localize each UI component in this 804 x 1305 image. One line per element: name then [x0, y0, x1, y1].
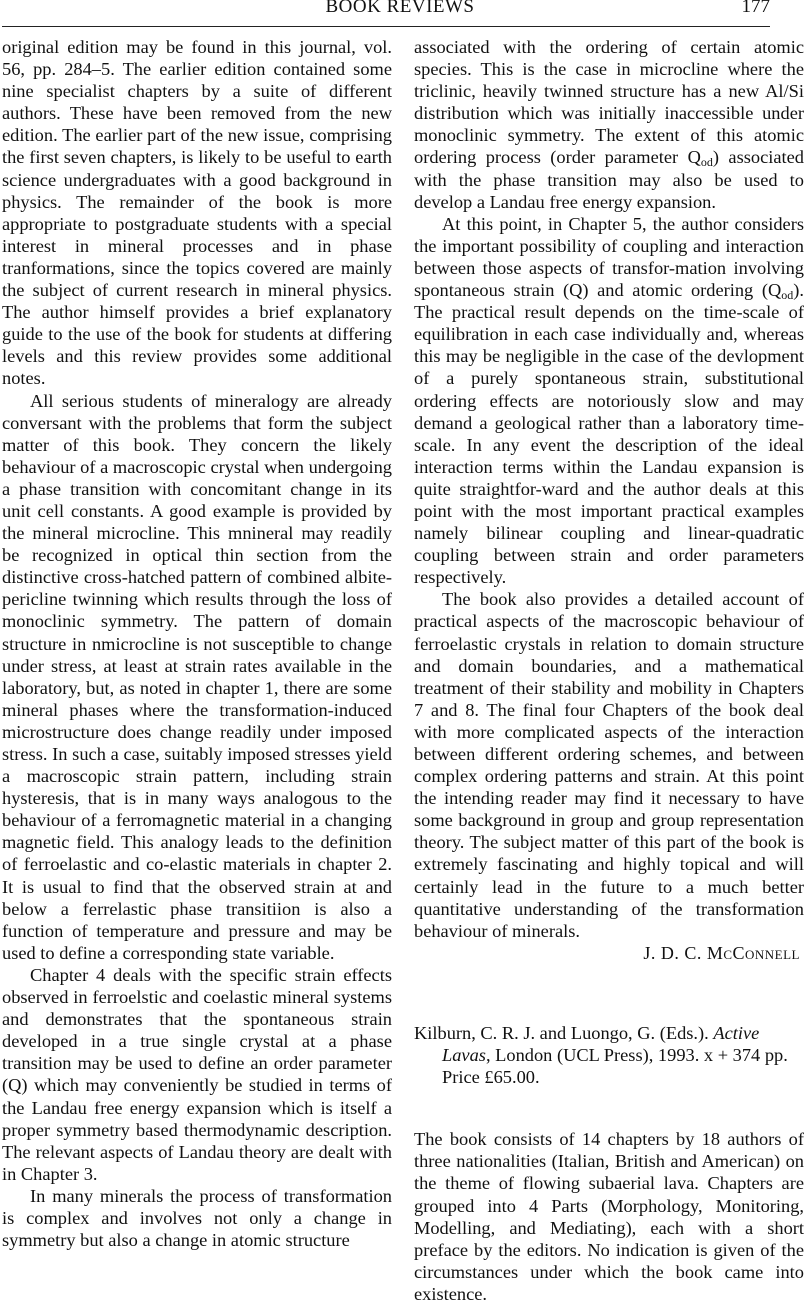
paragraph-text: associated with the ordering of certain atomic species. This is the case in microcline where the triclinic, heavily twinned structure has a new Al/Si distribution which was initially inaccessible under monoclinic symmetry. The extent of this atomic ordering process (order parameter Q	[414, 37, 804, 168]
right-column	[414, 36, 804, 1305]
review-citation	[414, 1022, 804, 1088]
citation-title: Active Lavas	[442, 1022, 760, 1066]
subscript: od	[781, 288, 794, 303]
paragraph	[414, 213, 804, 589]
paragraph	[414, 36, 804, 213]
paragraph: The book consists of 14 chapters by 18 authors of three nationalities (Italian, British and American) on the theme of flowing subaerial lava. Chapters are grouped into 4 Parts (Morphology, Monitoring, Modelling, and Mediating), each with a short preface by the editors. No indication is given of the circumstances under which the book came into existence.	[414, 1129, 804, 1304]
paragraph: In many minerals the process of transformation is complex and involves not only a change in symmetry but also a change in atomic structure	[2, 1185, 392, 1251]
paragraph: Chapter 4 deals with the specific strain effects observed in ferroelstic and coelastic mineral systems and demonstrates that the spontaneous strain developed in a true single crystal at a phase transition may be used to define an order parameter (Q) which may conveniently be studied in terms of the Landau free energy expansion which is itself a proper symmetry based thermodynamic description. The relevant aspects of Landau theory are dealt with in Chapter 3.	[2, 964, 392, 1184]
paragraph-text: ) associated with the phase transition may also be used to develop a Landau free energy expansion.	[414, 147, 804, 212]
paragraph-text: At this point, in Chapter 5, the author considers the important possibility of coupling and interaction between those aspects of transfor-mation involving spontaneous strain (Q) and atomic ordering (Q	[414, 213, 804, 301]
citation-authors: Kilburn, C. R. J. and Luongo, G. (Eds.).	[414, 1022, 709, 1043]
running-title: BOOK REVIEWS	[325, 0, 475, 17]
header-rule	[2, 26, 770, 27]
left-column	[2, 36, 392, 1251]
reviewer-signature: J. D. C. McConnell	[643, 942, 800, 963]
page-header	[0, 0, 800, 22]
spacer	[414, 1088, 804, 1128]
citation-publisher: , London (UCL Press), 1993. x + 374 pp. Price £65.00.	[442, 1045, 788, 1088]
paragraph: original edition may be found in this journal, vol. 56, pp. 284–5. The earlier edition contained some nine specialist chapters by a suite of different authors. These have been removed from the new edition. The earlier part of the new issue, comprising the first seven chapters, is likely to be useful to earth science undergraduates with a good background in physics. The remainder of the book is more appropriate to postgraduate students with a special interest in mineral processes and in phase tranformations, since the topics covered are mainly the subject of current research in mineral physics. The author himself provides a brief explanatory guide to the use of the book for students at differing levels and this review provides some additional notes.	[2, 37, 392, 389]
page-number: 177	[741, 0, 770, 17]
paragraph: The book also provides a detailed account of practical aspects of the macroscopic behaviour of ferroelastic crystals in relation to domain structure and domain boundaries, and a mathematical treatment of their stability and mobility in Chapters 7 and 8. The final four Chapters of the book deal with more complicated aspects of the interaction between different ordering schemes, and between complex ordering patterns and strain. At this point the intending reader may find it necessary to have some background in group and group representation theory. The subject matter of this part of the book is extremely fascinating and highly topical and will certainly lead in the future to a much better quantitative understanding of the transformation behaviour of minerals.	[414, 589, 804, 941]
paragraph: All serious students of mineralogy are already conversant with the problems that form the subject matter of this book. They concern the likely behaviour of a macroscopic crystal when undergoing a phase transition with concomitant change in its unit cell constants. A good example is provided by the mineral microcline. This mnineral may readily be recognized in optical thin section from the distinctive cross-hatched pattern of combined albite-pericline twinning which results through the loss of monoclinic symmetry. The pattern of domain structure in nmicrocline is not susceptible to change under stress, at least at strain rates available in the laboratory, but, as noted in chapter 1, there are some mineral phases where the transformation-induced microstructure does change readily under imposed stress. In such a case, suitably imposed stresses yield a macroscopic strain pattern, including strain hysteresis, that is in many ways analogous to the behaviour of a ferromagnetic material in a changing magnetic field. This analogy leads to the definition of ferroelastic and co-elastic materials in chapter 2. It is usual to find that the observed strain at and below a ferrelastic phase transitiion is also a function of temperature and pressure and may be used to define a corresponding state variable.	[2, 390, 392, 963]
paragraph-text: ). The practical result depends on the time-scale of equilibration in each case individually and, whereas this may be negligible in the case of the devlopment of a purely spontaneous strain, substitutional ordering effects are notoriously slow and may demand a geological rather than a laboratory time-scale. In any event the description of the ideal interaction terms within the Landau expansion is quite straightfor-ward and the author deals at this point with the most important practical examples namely bilinear coupling and linear-quadratic coupling between strain and order parameters respectively.	[414, 280, 804, 588]
subscript: od	[700, 155, 713, 170]
